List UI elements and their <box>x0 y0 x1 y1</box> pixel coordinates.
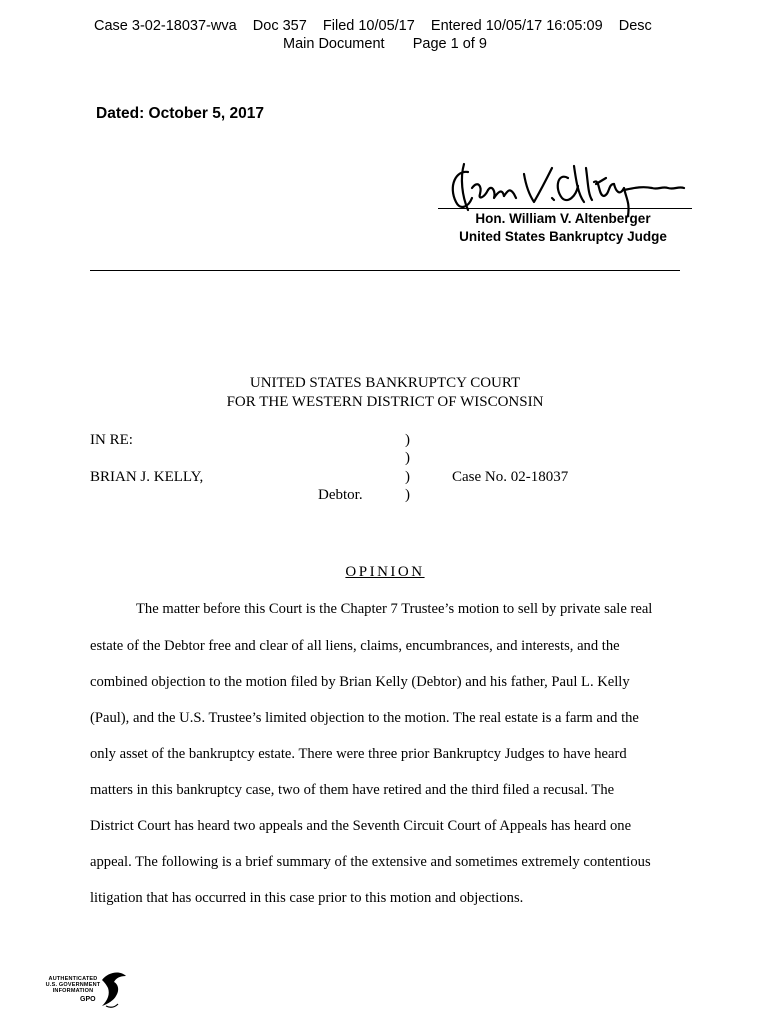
case-header-line-2: Main Document Page 1 of 9 <box>283 36 487 52</box>
body-line: appeal. The following is a brief summary of the extensive and sometimes extremely contentious <box>90 854 651 870</box>
signature-line <box>438 208 692 209</box>
body-line: estate of the Debtor free and clear of all liens, claims, encumbrances, and interests, and the <box>90 638 620 654</box>
judge-title: United States Bankruptcy Judge <box>459 229 667 244</box>
body-line: The matter before this Court is the Chapter 7 Trustee’s motion to sell by private sale real <box>136 601 653 617</box>
judge-name: Hon. William V. Altenberger <box>475 211 651 226</box>
caption-party: BRIAN J. KELLY, <box>90 469 204 485</box>
court-name-line-1: UNITED STATES BANKRUPTCY COURT <box>249 375 521 391</box>
body-line: combined objection to the motion filed by Brian Kelly (Debtor) and his father, Paul L. Kelly <box>90 674 630 690</box>
caption-paren-3: ) <box>405 469 410 485</box>
body-line: matters in this bankruptcy case, two of them have retired and the third filed a recusal. The <box>90 782 615 798</box>
caption-paren-1: ) <box>405 432 410 448</box>
case-header-line-1: Case 3-02-18037-wva Doc 357 Filed 10/05/17 Entered 10/05/17 16:05:09 Desc <box>94 18 652 34</box>
body-line: litigation that has occurred in this case prior to this motion and objections. <box>90 890 524 906</box>
gpo-authentication-logo <box>40 970 132 1014</box>
gpo-text-line-2: U.S. GOVERNMENT <box>45 982 101 988</box>
caption-paren-4: ) <box>405 487 410 503</box>
caption-paren-2: ) <box>405 450 410 466</box>
caption-role: Debtor. <box>318 487 363 503</box>
dated-line: Dated: October 5, 2017 <box>96 105 264 122</box>
caption-in-re: IN RE: <box>90 432 133 448</box>
opinion-title: OPINION <box>345 564 425 580</box>
body-line: District Court has heard two appeals and the Seventh Circuit Court of Appeals has heard one <box>90 818 632 834</box>
caption-case-number: Case No. 02-18037 <box>452 469 569 485</box>
body-line: (Paul), and the U.S. Trustee’s limited objection to the motion. The real estate is a farm and the <box>90 710 639 726</box>
gpo-mark: GPO <box>80 996 96 1003</box>
header-divider <box>90 270 680 271</box>
court-name-line-2: FOR THE WESTERN DISTRICT OF WISCONSIN <box>226 394 544 410</box>
gpo-text-line-1: AUTHENTICATED <box>48 976 98 982</box>
body-line: only asset of the bankruptcy estate. There were three prior Bankruptcy Judges to have heard <box>90 746 627 762</box>
gpo-text-line-3: INFORMATION <box>52 988 94 994</box>
